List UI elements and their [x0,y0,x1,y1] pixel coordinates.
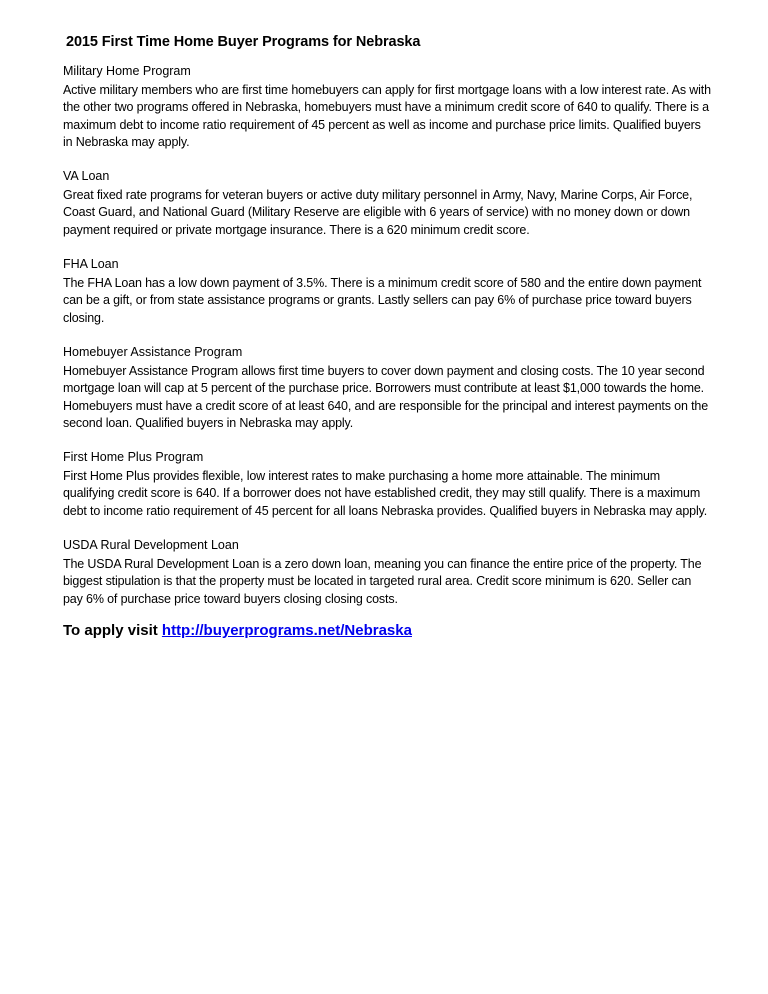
apply-prefix: To apply visit [63,621,162,639]
section-va-loan [63,168,713,239]
section-homebuyer-assistance-program [63,344,713,432]
section-heading: Military Home Program [63,64,191,78]
section-military-home-program [63,63,713,151]
section-body: The USDA Rural Development Loan is a zero down loan, meaning you can finance the entire price of the property. The biggest stipulation is that the property must be located in targeted rural area. Credit score minimum is 620. Seller can pay 6% of purchase price toward buyers closing closing costs. [63,557,702,606]
section-body: Active military members who are first time homebuyers can apply for first mortgage loans with a low interest rate. As with the other two programs offered in Nebraska, homebuyers must have a minimum credit score of 640 to qualify. There is a maximum debt to income ratio requirement of 45 percent as well as income and purchase price limits. Qualified buyers in Nebraska may apply. [63,83,711,149]
section-heading: VA Loan [63,169,110,184]
apply-line [63,620,713,642]
section-first-home-plus-program [63,449,713,520]
section-body: Great fixed rate programs for veteran buyers or active duty military personnel in Army, Navy, Marine Corps, Air Force, Coast Guard, and National Guard (Military Reserve are eligible with 6 years of service) with no money down or down payment required or private mortgage insurance. There is a 620 minimum credit score. [63,188,693,237]
page-title: 2015 First Time Home Buyer Programs for Nebraska [66,34,421,50]
section-heading: FHA Loan [63,257,119,272]
section-body: The FHA Loan has a low down payment of 3.5%. There is a minimum credit score of 580 and the entire down payment can be a gift, or from state assistance programs or grants. Lastly sellers can pay 6% of purchase price toward buyers closing. [63,276,702,325]
section-body: Homebuyer Assistance Program allows first time buyers to cover down payment and closing costs. The 10 year second mortgage loan will cap at 5 percent of the purchase price. Borrowers must contribute at least $1,000 towards the home. Homebuyers must have a credit score of at least 640, and are responsible for the principal and interest payments on the second loan. Qualified buyers in Nebraska may apply. [63,363,709,430]
section-fha-loan [63,256,713,327]
section-body: First Home Plus provides flexible, low interest rates to make purchasing a home more attainable. The minimum qualifying credit score is 640. If a borrower does not have established credit, they may still qualify. There is a maximum debt to income ratio requirement of 45 percent for all loans Nebraska provides. Qualified buyers in Nebraska may apply. [63,469,708,518]
apply-link[interactable]: http://buyerprograms.net/Nebraska [161,621,412,639]
section-heading: Homebuyer Assistance Program [63,344,243,359]
section-usda-rural-development-loan [63,537,713,608]
section-heading: First Home Plus Program [63,450,204,465]
document-page [63,31,713,642]
section-heading: USDA Rural Development Loan [63,538,239,553]
